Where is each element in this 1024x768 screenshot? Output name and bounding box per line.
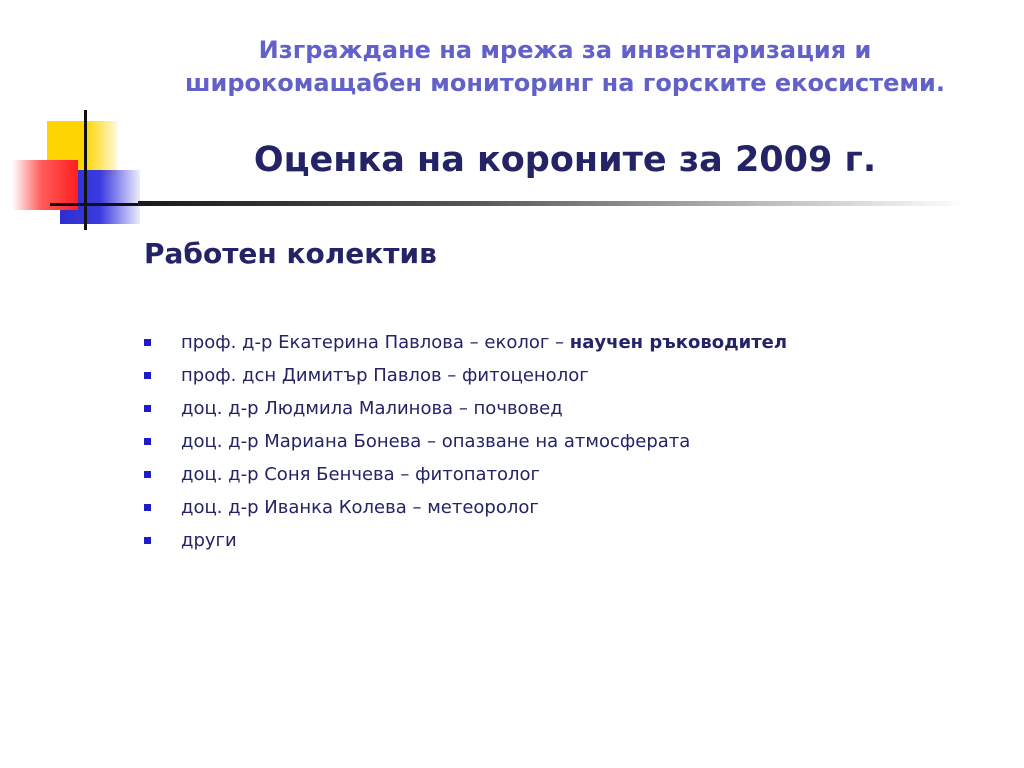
- slide-super-title: [130, 34, 1000, 100]
- team-member-item: [144, 458, 964, 491]
- super-title-line-2: широкомащабен мониторинг на горските екосистеми.: [185, 69, 945, 97]
- team-member-item: [144, 359, 964, 392]
- slide-title: Оценка на короните за 2009 г.: [253, 140, 877, 180]
- section-heading: Работен колектив: [144, 237, 437, 270]
- title-divider: [138, 201, 968, 206]
- team-member-text: доц. д-р Иванка Колева – метеоролог: [181, 497, 539, 518]
- team-member-item: [144, 326, 964, 359]
- square-bullet-icon: [144, 504, 151, 511]
- team-member-text: доц. д-р Мариана Бонева – опазване на атмосферата: [181, 431, 691, 452]
- super-title-line-1: Изграждане на мрежа за инвентаризация и: [258, 36, 872, 64]
- team-member-role-bold: научен ръководител: [569, 332, 788, 353]
- team-member-text: доц. д-р Людмила Малинова – почвовед: [181, 398, 563, 419]
- team-member-text: доц. д-р Соня Бенчева – фитопатолог: [181, 464, 540, 485]
- team-member-plain: проф. д-р Екатерина Павлова – еколог –: [181, 332, 570, 353]
- logo-horizontal-line: [50, 203, 140, 206]
- logo-vertical-line: [84, 110, 87, 230]
- team-member-text: други: [181, 530, 237, 551]
- team-member-item: [144, 392, 964, 425]
- team-member-text: проф. дсн Димитър Павлов – фитоценолог: [181, 365, 589, 386]
- square-bullet-icon: [144, 537, 151, 544]
- square-bullet-icon: [144, 438, 151, 445]
- team-member-item: [144, 491, 964, 524]
- square-bullet-icon: [144, 339, 151, 346]
- square-bullet-icon: [144, 405, 151, 412]
- team-list: [144, 326, 964, 557]
- team-member-item: [144, 425, 964, 458]
- square-bullet-icon: [144, 372, 151, 379]
- slide-logo: [0, 0, 140, 240]
- square-bullet-icon: [144, 471, 151, 478]
- team-member-item: [144, 524, 964, 557]
- team-member-text: [181, 326, 787, 359]
